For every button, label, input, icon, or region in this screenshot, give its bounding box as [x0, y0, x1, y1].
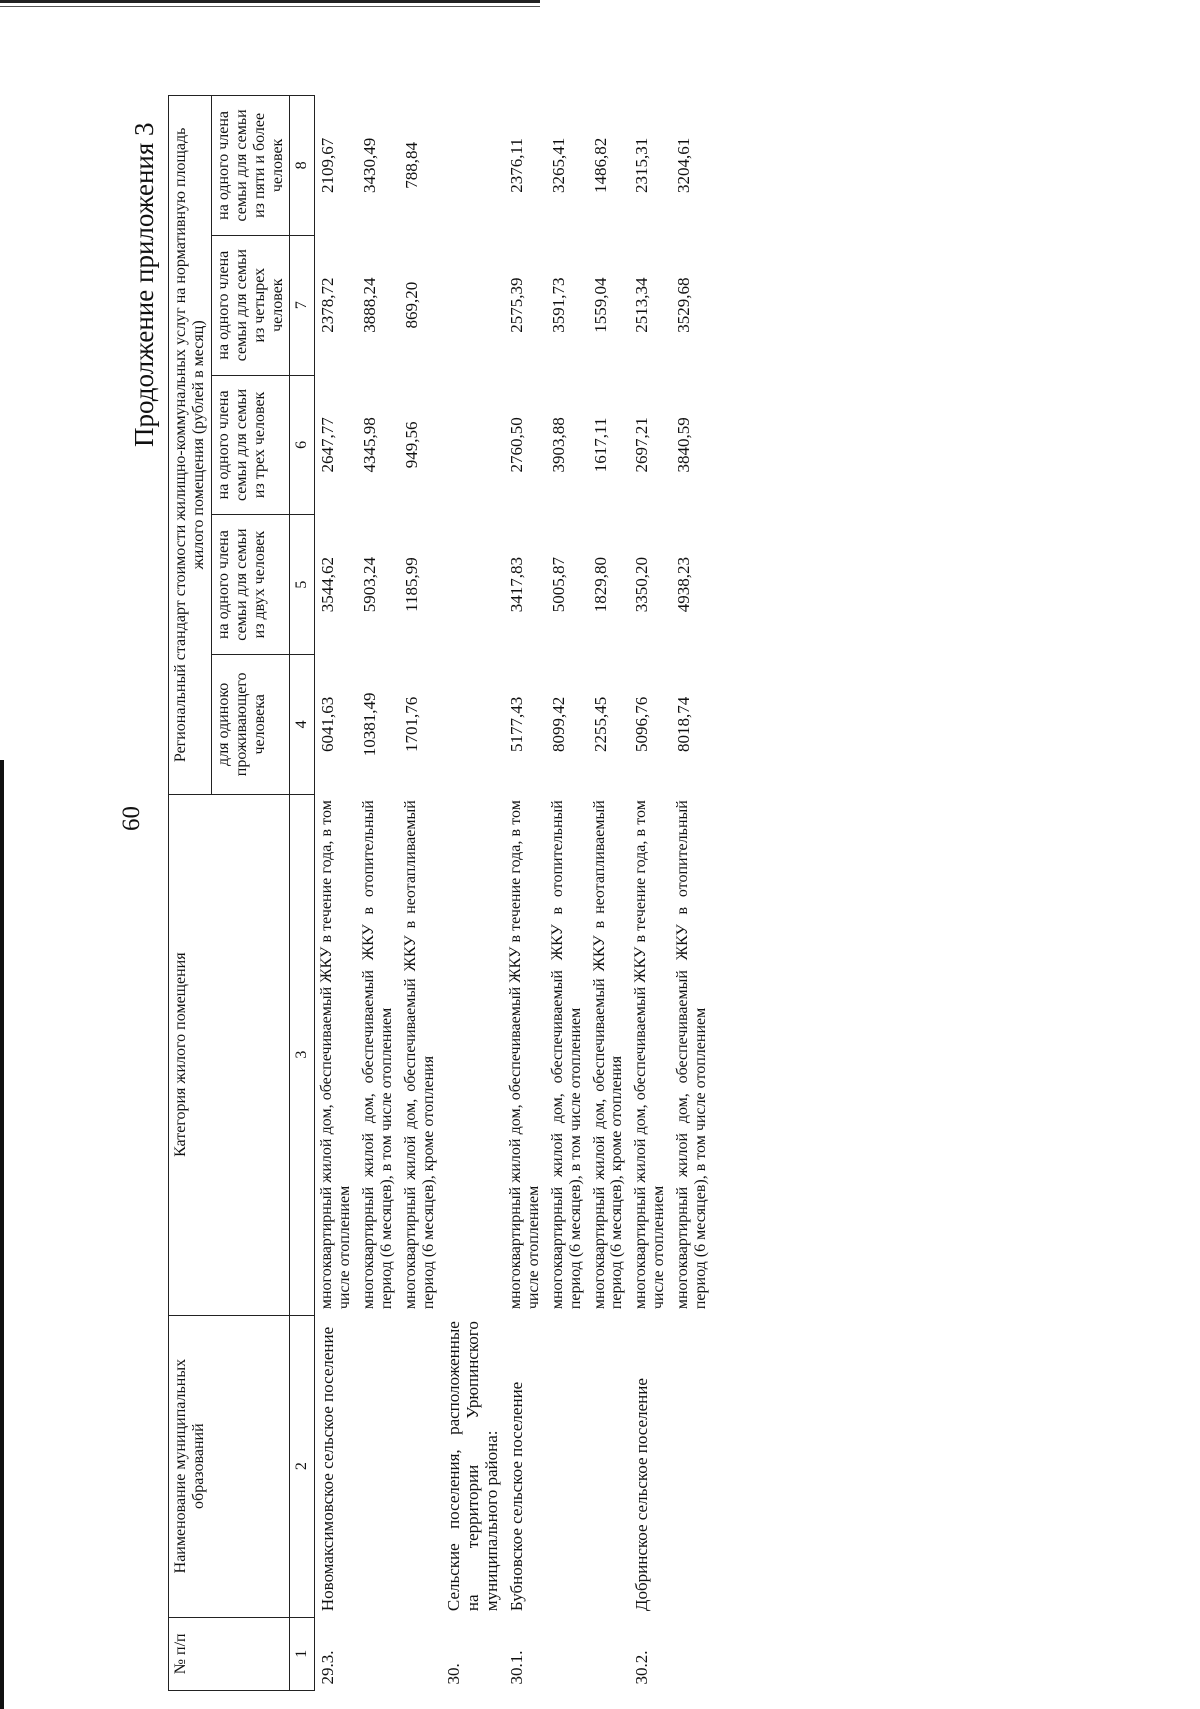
header-sub-5: на одного члена семьи для семьи из двух человек [211, 515, 290, 655]
header-row-1 [169, 96, 212, 1691]
table-row [357, 96, 399, 1691]
value-family-3: 4345,98 [360, 417, 380, 473]
table-row [399, 96, 441, 1691]
value-family-3: 1617,11 [590, 417, 610, 473]
header-col-category: Категория жилого помещения [169, 794, 290, 1315]
column-number: 7 [290, 235, 315, 375]
page-number: 60 [118, 806, 145, 831]
table-row [315, 96, 357, 1691]
continuation-title: Продолжение приложения 3 [129, 122, 159, 447]
header-col-num: № п/п [169, 1617, 290, 1690]
municipality-name [546, 1315, 588, 1617]
value-family-5plus: 2109,67 [318, 137, 338, 194]
municipality-name [588, 1315, 630, 1617]
value-family-4: 3591,73 [548, 277, 568, 333]
row-number: 30.1. [506, 1650, 526, 1685]
value-family-4: 3529,68 [674, 277, 694, 333]
header-sub-4: для одиноко проживающего человека [211, 654, 290, 794]
value-family-2: 3350,20 [632, 556, 652, 613]
column-number: 6 [290, 375, 315, 515]
value-family-3: 2647,77 [318, 417, 338, 473]
municipality-name: Сельские поселения, расположенные на территории Урюпинского муниципального района: [443, 1321, 501, 1612]
column-number: 3 [290, 794, 315, 1315]
row-number [399, 1617, 441, 1690]
municipality-name [357, 1315, 399, 1617]
value-family-3: 3903,88 [548, 417, 568, 473]
header-col-name: Наименование муниципальных образований [169, 1315, 290, 1617]
dwelling-category: многоквартирный жилой дом, обеспечиваемый ЖКУ в отопительный период (6 месяцев), в том числе отоплением [674, 800, 710, 1310]
table-row [546, 96, 588, 1691]
dwelling-category: многоквартирный жилой дом, обеспечиваемый ЖКУ в отопительный период (6 месяцев), в том числе отоплением [360, 800, 396, 1310]
row-number [671, 1617, 713, 1690]
value-single: 8099,42 [548, 696, 568, 752]
value-single: 5096,76 [632, 696, 652, 752]
column-number: 5 [290, 515, 315, 655]
header-col-standard: Региональный стандарт стоимости жилищно-коммунальных услуг на нормативную площадь жилого помещения (рублей в месяц) [169, 96, 212, 795]
row-number [357, 1617, 399, 1690]
table-row [671, 96, 713, 1691]
value-family-4: 2513,34 [632, 277, 652, 333]
value-single [441, 654, 504, 794]
table-body [315, 96, 713, 1691]
value-family-3: 2697,21 [632, 417, 652, 473]
value-single: 6041,63 [318, 696, 338, 752]
row-number: 30.2. [632, 1650, 652, 1685]
municipality-name: Бубновское сельское поселение [506, 1381, 526, 1612]
value-family-3: 2760,50 [506, 417, 526, 473]
column-number: 4 [290, 654, 315, 794]
value-family-2 [441, 515, 504, 655]
column-number: 1 [290, 1617, 315, 1690]
value-family-2: 4938,23 [674, 556, 694, 613]
value-single: 10381,49 [360, 692, 380, 757]
value-family-2: 5903,24 [360, 556, 380, 613]
municipality-name: Новомаксимовское сельское поселение [318, 1326, 338, 1612]
municipality-name [671, 1315, 713, 1617]
value-family-2: 3544,62 [318, 556, 338, 613]
header-sub-7: на одного члена семьи для семьи из четырех человек [211, 235, 290, 375]
value-family-5plus: 2315,31 [632, 137, 652, 194]
row-number [588, 1617, 630, 1690]
dwelling-category [441, 794, 504, 1315]
header-sub-6: на одного члена семьи для семьи из трех человек [211, 375, 290, 515]
value-family-2: 1185,99 [401, 557, 421, 612]
standards-table [168, 95, 713, 1691]
value-single: 1701,76 [401, 696, 421, 752]
value-family-4: 869,20 [401, 281, 421, 329]
table-row [629, 96, 671, 1691]
column-number: 2 [290, 1315, 315, 1617]
column-numbers-row [290, 96, 315, 1691]
value-family-5plus: 3430,49 [360, 137, 380, 194]
column-number: 8 [290, 96, 315, 236]
row-number: 30. [443, 1663, 463, 1685]
value-family-5plus: 2376,11 [506, 138, 526, 193]
dwelling-category: многоквартирный жилой дом, обеспечиваемый ЖКУ в отопительный период (6 месяцев), в том числе отоплением [548, 800, 584, 1310]
value-family-3: 3840,59 [674, 417, 694, 473]
dwelling-category: многоквартирный жилой дом, обеспечиваемый ЖКУ в течение года, в том числе отоплением [506, 800, 542, 1310]
value-family-2: 5005,87 [548, 556, 568, 613]
value-family-3 [441, 375, 504, 515]
row-number: 29.3. [318, 1650, 338, 1685]
value-family-4 [441, 235, 504, 375]
value-single: 8018,74 [674, 696, 694, 752]
value-family-5plus [441, 96, 504, 236]
table-row [441, 96, 504, 1691]
dwelling-category: многоквартирный жилой дом, обеспечиваемый ЖКУ в течение года, в том числе отоплением [632, 800, 668, 1310]
dwelling-category: многоквартирный жилой дом, обеспечиваемый ЖКУ в неотапливаемый период (6 месяцев), кроме отопления [590, 800, 626, 1310]
value-family-5plus: 1486,82 [590, 137, 610, 194]
header-sub-8: на одного члена семьи для семьи из пяти и более человек [211, 96, 290, 236]
municipality-name [399, 1315, 441, 1617]
value-family-2: 3417,83 [506, 556, 526, 613]
table-row [504, 96, 546, 1691]
value-family-3: 949,56 [401, 421, 421, 469]
value-family-5plus: 788,84 [401, 142, 421, 189]
value-family-4: 3888,24 [360, 277, 380, 333]
value-family-4: 2378,72 [318, 277, 338, 333]
value-family-4: 1559,04 [590, 277, 610, 333]
value-family-2: 1829,80 [590, 556, 610, 613]
value-family-5plus: 3265,41 [548, 137, 568, 194]
row-number [546, 1617, 588, 1690]
value-single: 2255,45 [590, 696, 610, 752]
table-row [588, 96, 630, 1691]
dwelling-category: многоквартирный жилой дом, обеспечиваемый ЖКУ в неотапливаемый период (6 месяцев), кроме отопления [401, 800, 437, 1310]
value-single: 5177,43 [506, 696, 526, 752]
value-family-4: 2575,39 [506, 277, 526, 333]
municipality-name: Добринское сельское поселение [632, 1378, 652, 1612]
dwelling-category: многоквартирный жилой дом, обеспечиваемый ЖКУ в течение года, в том числе отоплением [318, 800, 354, 1310]
value-family-5plus: 3204,61 [674, 137, 694, 194]
